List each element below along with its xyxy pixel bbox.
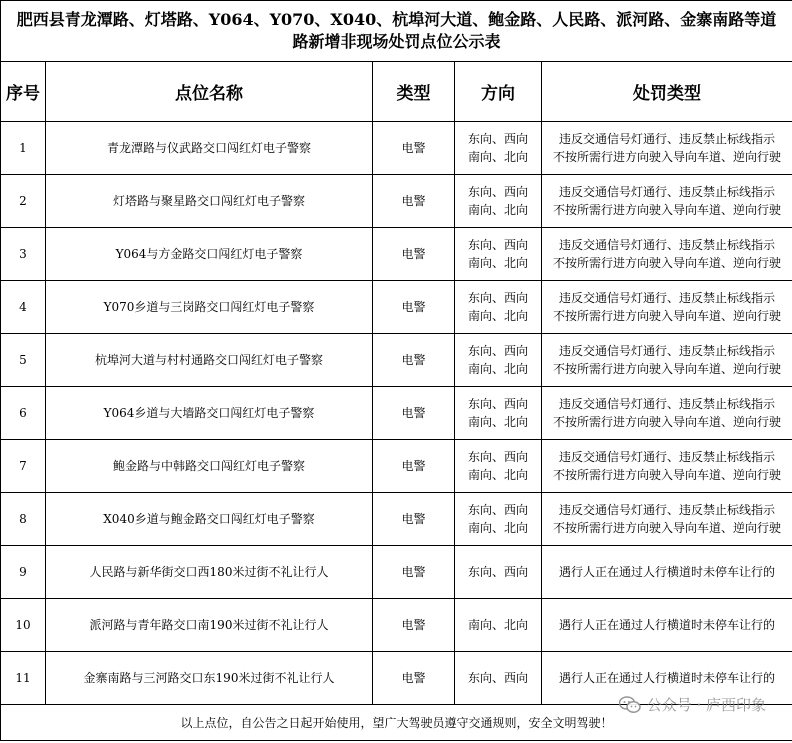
row-penalty [542, 281, 792, 334]
row-direction [455, 652, 542, 705]
penalty-line-1: 违反交通信号灯通行、违反禁止标线指示 [559, 185, 776, 199]
header-type: 类型 [373, 62, 455, 122]
row-direction [455, 440, 542, 493]
row-index: 4 [1, 281, 46, 334]
penalty-line-1: 遇行人正在通过人行横道时未停车让行的 [559, 618, 776, 632]
row-location-name: 派河路与青年路交口南190米过街不礼让行人 [46, 599, 373, 652]
row-location-name: 金寨南路与三河路交口东190米过街不礼让行人 [46, 652, 373, 705]
row-direction [455, 228, 542, 281]
penalty-line-1: 违反交通信号灯通行、违反禁止标线指示 [559, 450, 776, 464]
row-direction [455, 175, 542, 228]
row-index: 2 [1, 175, 46, 228]
direction-line-2: 南向、北向 [467, 256, 528, 270]
row-penalty [542, 440, 792, 493]
table-row [1, 175, 792, 228]
row-location-name: 人民路与新华街交口西180米过街不礼让行人 [46, 546, 373, 599]
penalty-line-1: 违反交通信号灯通行、违反禁止标线指示 [559, 291, 776, 305]
row-type: 电警 [373, 599, 455, 652]
direction-line-1: 东向、西向 [467, 565, 528, 579]
table-row [1, 493, 792, 546]
row-direction [455, 334, 542, 387]
row-direction [455, 546, 542, 599]
row-direction [455, 387, 542, 440]
direction-line-2: 南向、北向 [467, 415, 528, 429]
row-type: 电警 [373, 387, 455, 440]
row-penalty [542, 334, 792, 387]
row-location-name: 鲍金路与中韩路交口闯红灯电子警察 [46, 440, 373, 493]
row-location-name: Y070乡道与三岗路交口闯红灯电子警察 [46, 281, 373, 334]
penalty-line-1: 遇行人正在通过人行横道时未停车让行的 [559, 671, 776, 685]
penalty-line-1: 违反交通信号灯通行、违反禁止标线指示 [559, 238, 776, 252]
row-index: 1 [1, 122, 46, 175]
direction-line-1: 东向、西向 [467, 397, 528, 411]
table-body [1, 122, 792, 705]
title-line-1: 肥西县青龙潭路、灯塔路、Y064、Y070、X040、杭埠河大道、鲍金路、人民路、派河路、金寨南路等道 [16, 10, 777, 29]
row-index: 11 [1, 652, 46, 705]
direction-line-2: 南向、北向 [467, 150, 528, 164]
table-row [1, 281, 792, 334]
row-type: 电警 [373, 122, 455, 175]
row-index: 3 [1, 228, 46, 281]
watermark-text: 公众号 · 庐西印象 [646, 696, 766, 714]
penalty-line-1: 违反交通信号灯通行、违反禁止标线指示 [559, 132, 776, 146]
row-index: 7 [1, 440, 46, 493]
row-penalty [542, 387, 792, 440]
direction-line-2: 南向、北向 [467, 362, 528, 376]
penalty-line-2: 不按所需行进方向驶入导向车道、逆向行驶 [553, 150, 782, 164]
header-index: 序号 [1, 62, 46, 122]
row-index: 8 [1, 493, 46, 546]
row-type: 电警 [373, 281, 455, 334]
direction-line-1: 南向、北向 [467, 618, 528, 632]
direction-line-2: 南向、北向 [467, 309, 528, 323]
penalty-line-2: 不按所需行进方向驶入导向车道、逆向行驶 [553, 362, 782, 376]
penalty-line-2: 不按所需行进方向驶入导向车道、逆向行驶 [553, 415, 782, 429]
row-direction [455, 599, 542, 652]
row-direction [455, 493, 542, 546]
row-index: 6 [1, 387, 46, 440]
direction-line-2: 南向、北向 [467, 521, 528, 535]
row-penalty [542, 175, 792, 228]
table-row [1, 652, 792, 705]
table-row [1, 122, 792, 175]
table-title [1, 1, 792, 62]
direction-line-2: 南向、北向 [467, 203, 528, 217]
header-name: 点位名称 [46, 62, 373, 122]
row-location-name: 灯塔路与聚星路交口闯红灯电子警察 [46, 175, 373, 228]
penalty-line-1: 遇行人正在通过人行横道时未停车让行的 [559, 565, 776, 579]
row-direction [455, 122, 542, 175]
row-penalty [542, 493, 792, 546]
title-row [1, 1, 792, 62]
header-penalty: 处罚类型 [542, 62, 792, 122]
row-location-name: Y064与方金路交口闯红灯电子警察 [46, 228, 373, 281]
table-row [1, 228, 792, 281]
direction-line-1: 东向、西向 [467, 503, 528, 517]
row-direction [455, 281, 542, 334]
header-direction: 方向 [455, 62, 542, 122]
row-type: 电警 [373, 175, 455, 228]
penalty-line-1: 违反交通信号灯通行、违反禁止标线指示 [559, 344, 776, 358]
row-penalty [542, 122, 792, 175]
header-row [1, 62, 792, 122]
row-location-name: X040乡道与鲍金路交口闯红灯电子警察 [46, 493, 373, 546]
direction-line-1: 东向、西向 [467, 185, 528, 199]
direction-line-1: 东向、西向 [467, 344, 528, 358]
row-penalty [542, 546, 792, 599]
row-type: 电警 [373, 334, 455, 387]
direction-line-1: 东向、西向 [467, 238, 528, 252]
penalty-line-2: 不按所需行进方向驶入导向车道、逆向行驶 [553, 203, 782, 217]
row-type: 电警 [373, 652, 455, 705]
direction-line-1: 东向、西向 [467, 291, 528, 305]
footer-row [1, 705, 792, 741]
row-penalty [542, 228, 792, 281]
table-row [1, 387, 792, 440]
row-location-name: 杭埠河大道与村村通路交口闯红灯电子警察 [46, 334, 373, 387]
table-row [1, 546, 792, 599]
direction-line-1: 东向、西向 [467, 132, 528, 146]
table-row [1, 334, 792, 387]
direction-line-1: 东向、西向 [467, 671, 528, 685]
row-type: 电警 [373, 546, 455, 599]
direction-line-1: 东向、西向 [467, 450, 528, 464]
row-penalty [542, 652, 792, 705]
footer-note [1, 705, 792, 741]
row-type: 电警 [373, 228, 455, 281]
footer-text: 以上点位，自公告之日起开始使用，望广大驾驶员遵守交通规则，安全文明驾驶！ [180, 716, 613, 730]
penalty-line-2: 不按所需行进方向驶入导向车道、逆向行驶 [553, 521, 782, 535]
penalty-line-1: 违反交通信号灯通行、违反禁止标线指示 [559, 503, 776, 517]
row-penalty [542, 599, 792, 652]
row-type: 电警 [373, 440, 455, 493]
row-type: 电警 [373, 493, 455, 546]
row-location-name: Y064乡道与大墙路交口闯红灯电子警察 [46, 387, 373, 440]
penalty-line-1: 违反交通信号灯通行、违反禁止标线指示 [559, 397, 776, 411]
row-index: 10 [1, 599, 46, 652]
title-line-2: 路新增非现场处罚点位公示表 [292, 32, 501, 51]
row-index: 9 [1, 546, 46, 599]
row-location-name: 青龙潭路与仪武路交口闯红灯电子警察 [46, 122, 373, 175]
table-row [1, 599, 792, 652]
row-index: 5 [1, 334, 46, 387]
penalty-line-2: 不按所需行进方向驶入导向车道、逆向行驶 [553, 468, 782, 482]
penalty-line-2: 不按所需行进方向驶入导向车道、逆向行驶 [553, 309, 782, 323]
penalty-line-2: 不按所需行进方向驶入导向车道、逆向行驶 [553, 256, 782, 270]
table-row [1, 440, 792, 493]
direction-line-2: 南向、北向 [467, 468, 528, 482]
